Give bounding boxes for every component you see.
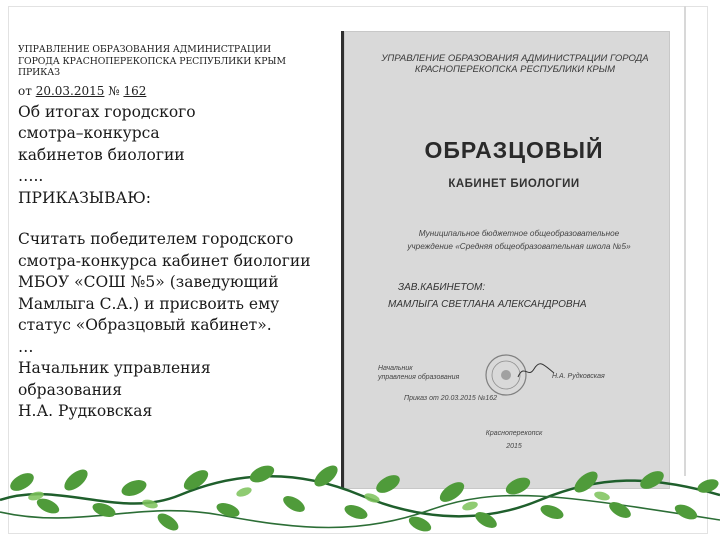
- certificate-order-ref: Приказ от 20.03.2015 №162: [404, 395, 498, 402]
- order-body-line: Мамлыга С.А.) и присвоить ему: [18, 294, 280, 313]
- order-title-line: смотра–конкурса: [18, 124, 160, 142]
- order-date-number: [18, 84, 336, 98]
- certificate-header: [370, 53, 660, 75]
- certificate-chief: [378, 364, 459, 382]
- certificate-school-line: Муниципальное бюджетное общеобразовательное: [418, 229, 620, 238]
- date-prefix: от: [18, 83, 32, 98]
- order-header-line: ГОРОДА КРАСНОПЕРЕКОПСКА РЕСПУБЛИКИ КРЫМ: [18, 55, 286, 67]
- order-body-line: образования: [18, 380, 123, 399]
- order-body-line: Начальник управления: [18, 359, 211, 377]
- number-prefix: №: [108, 83, 120, 98]
- certificate-head-label: ЗАВ.КАБИНЕТОМ:: [398, 282, 486, 293]
- order-title-line: кабинетов биологии: [18, 145, 185, 164]
- certificate-school: [374, 227, 664, 253]
- certificate-header-line: КРАСНОПЕРЕКОПСКА РЕСПУБЛИКИ КРЫМ: [414, 64, 616, 75]
- order-title-line: ПРИКАЗЫВАЮ:: [18, 188, 151, 207]
- order-body-line: …: [18, 337, 34, 356]
- certificate-title: ОБРАЗЦОВЫЙ: [424, 137, 604, 163]
- certificate-chief-line: управления образования: [378, 374, 460, 381]
- certificate-city: Красноперекопск: [485, 430, 543, 437]
- order-body-line: статус «Образцовый кабинет».: [18, 316, 272, 334]
- certificate-header-line: УПРАВЛЕНИЕ ОБРАЗОВАНИЯ АДМИНИСТРАЦИИ ГОРОДА: [381, 53, 649, 64]
- order-body-line: Считать победителем городского: [18, 230, 294, 248]
- order-header: [18, 44, 336, 79]
- signature-icon: [516, 361, 556, 381]
- order-header-line: УПРАВЛЕНИЕ ОБРАЗОВАНИЯ АДМИНИСТРАЦИИ: [18, 44, 271, 55]
- order-body-line: МБОУ «СОШ №5» (заведующий: [18, 273, 279, 291]
- frame-accent-line: [684, 6, 686, 476]
- order-header-line: ПРИКАЗ: [18, 67, 60, 78]
- order-body-line: Н.А. Рудковская: [18, 402, 153, 420]
- certificate-subtitle: КАБИНЕТ БИОЛОГИИ: [448, 178, 580, 190]
- order-title-line: …..: [18, 167, 44, 185]
- decorative-vine-icon: [0, 440, 720, 540]
- order-number: 162: [123, 83, 147, 98]
- certificate-chief-line: Начальник: [378, 365, 413, 372]
- certificate-head-name: МАМЛЫГА СВЕТЛАНА АЛЕКСАНДРОВНА: [388, 299, 587, 310]
- certificate-year: 2015: [506, 443, 522, 450]
- order-body-line: смотра-конкурса кабинет биологии: [18, 251, 311, 270]
- order-text: [18, 44, 336, 423]
- order-body: [18, 229, 336, 423]
- certificate-image: [344, 31, 670, 489]
- order-title: [18, 102, 336, 210]
- order-date: 20.03.2015: [35, 83, 105, 98]
- certificate-chief-name: Н.А. Рудковская: [552, 373, 605, 380]
- order-title-line: Об итогах городского: [18, 102, 196, 121]
- certificate-school-line: учреждение «Средняя общеобразовательная школа №5»: [407, 242, 631, 251]
